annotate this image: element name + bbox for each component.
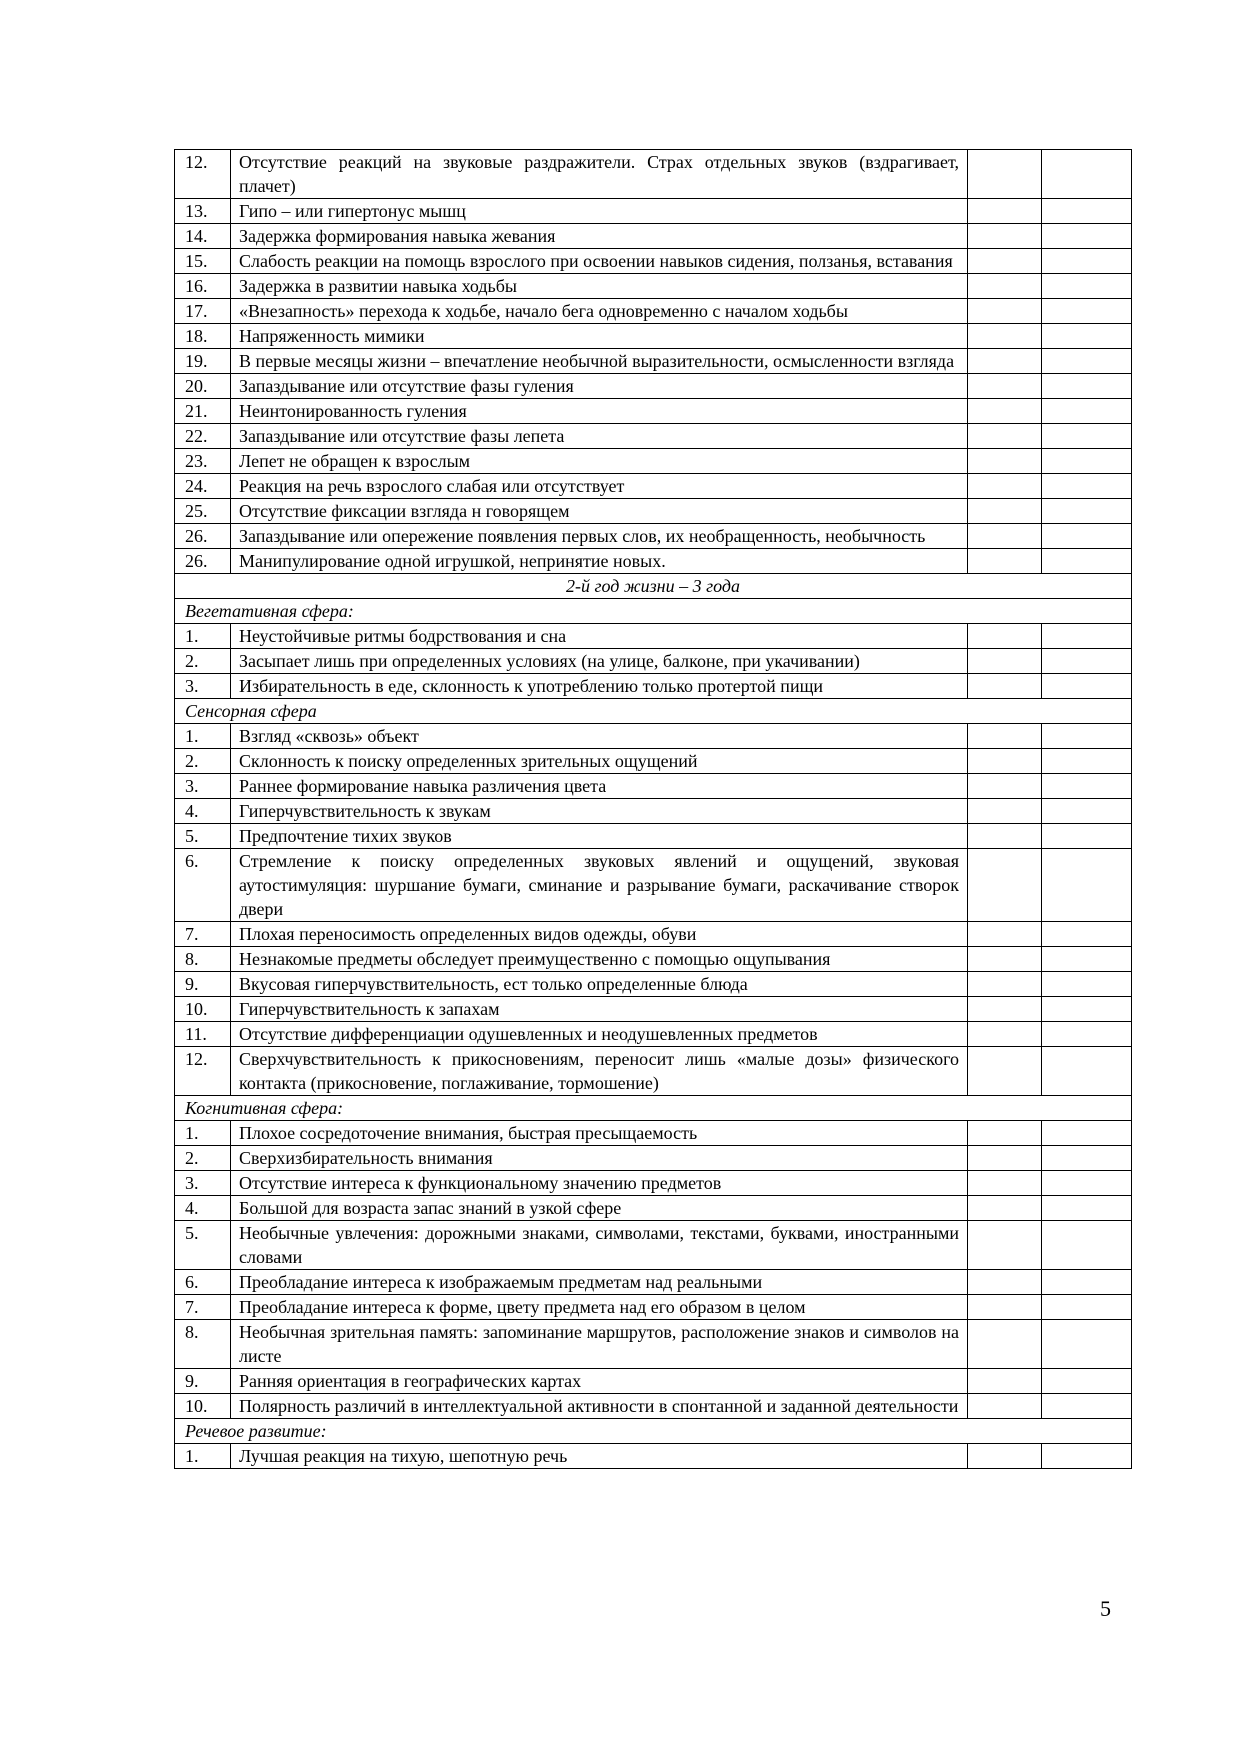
answer-cell-2 — [1042, 972, 1132, 997]
answer-cell-2 — [1042, 374, 1132, 399]
answer-cell-1 — [968, 474, 1042, 499]
period-heading: 2-й год жизни – 3 года — [175, 574, 1132, 599]
item-number: 2. — [175, 1146, 231, 1171]
table-row — [175, 374, 1132, 399]
item-number: 18. — [175, 324, 231, 349]
item-number: 23. — [175, 449, 231, 474]
item-text: Склонность к поиску определенных зрительных ощущений — [231, 749, 968, 774]
answer-cell-1 — [968, 649, 1042, 674]
answer-cell-2 — [1042, 922, 1132, 947]
item-text: Необычная зрительная память: запоминание маршрутов, расположение знаков и символов на листе — [231, 1320, 968, 1369]
answer-cell-2 — [1042, 199, 1132, 224]
section-heading: Когнитивная сфера: — [175, 1096, 1132, 1121]
item-text: Слабость реакции на помощь взрослого при освоении навыков сидения, ползанья, вставания — [231, 249, 968, 274]
answer-cell-2 — [1042, 249, 1132, 274]
item-text: Большой для возраста запас знаний в узкой сфере — [231, 1196, 968, 1221]
section-header-row — [175, 699, 1132, 724]
answer-cell-1 — [968, 799, 1042, 824]
table-row — [175, 1196, 1132, 1221]
item-number: 24. — [175, 474, 231, 499]
item-number: 20. — [175, 374, 231, 399]
item-number: 14. — [175, 224, 231, 249]
table-row — [175, 199, 1132, 224]
item-text: Запаздывание или опережение появления первых слов, их необращенность, необычность — [231, 524, 968, 549]
item-number: 12. — [175, 1047, 231, 1096]
table-row — [175, 849, 1132, 922]
answer-cell-2 — [1042, 1270, 1132, 1295]
item-text: Гипо – или гипертонус мышц — [231, 199, 968, 224]
item-text: Отсутствие реакций на звуковые раздражители. Страх отдельных звуков (вздрагивает, плачет) — [231, 150, 968, 199]
item-number: 11. — [175, 1022, 231, 1047]
item-number: 15. — [175, 249, 231, 274]
answer-cell-2 — [1042, 324, 1132, 349]
answer-cell-1 — [968, 1444, 1042, 1469]
answer-cell-2 — [1042, 649, 1132, 674]
table-row — [175, 1047, 1132, 1096]
answer-cell-2 — [1042, 399, 1132, 424]
table-row — [175, 947, 1132, 972]
table-row — [175, 922, 1132, 947]
table-row — [175, 1444, 1132, 1469]
item-text: Отсутствие фиксации взгляда н говорящем — [231, 499, 968, 524]
item-text: «Внезапность» перехода к ходьбе, начало бега одновременно с началом ходьбы — [231, 299, 968, 324]
item-text: Засыпает лишь при определенных условиях (на улице, балконе, при укачивании) — [231, 649, 968, 674]
answer-cell-1 — [968, 324, 1042, 349]
item-number: 26. — [175, 549, 231, 574]
item-number: 1. — [175, 1444, 231, 1469]
answer-cell-2 — [1042, 224, 1132, 249]
table-row — [175, 972, 1132, 997]
item-number: 10. — [175, 997, 231, 1022]
table-row — [175, 474, 1132, 499]
answer-cell-2 — [1042, 1022, 1132, 1047]
item-text: Плохое сосредоточение внимания, быстрая пресыщаемость — [231, 1121, 968, 1146]
item-text: Напряженность мимики — [231, 324, 968, 349]
section-heading: Вегетативная сфера: — [175, 599, 1132, 624]
answer-cell-2 — [1042, 749, 1132, 774]
answer-cell-1 — [968, 199, 1042, 224]
table-row — [175, 349, 1132, 374]
item-number: 22. — [175, 424, 231, 449]
item-text: Лепет не обращен к взрослым — [231, 449, 968, 474]
answer-cell-1 — [968, 249, 1042, 274]
answer-cell-2 — [1042, 1047, 1132, 1096]
table-row — [175, 449, 1132, 474]
answer-cell-1 — [968, 424, 1042, 449]
section-heading: Сенсорная сфера — [175, 699, 1132, 724]
item-text: В первые месяцы жизни – впечатление необычной выразительности, осмысленности взгляда — [231, 349, 968, 374]
item-text: Отсутствие интереса к функциональному значению предметов — [231, 1171, 968, 1196]
answer-cell-2 — [1042, 524, 1132, 549]
item-number: 7. — [175, 922, 231, 947]
answer-cell-1 — [968, 1047, 1042, 1096]
item-text: Неинтонированность гуления — [231, 399, 968, 424]
table-row — [175, 1171, 1132, 1196]
answer-cell-2 — [1042, 624, 1132, 649]
answer-cell-2 — [1042, 150, 1132, 199]
item-number: 9. — [175, 972, 231, 997]
item-number: 1. — [175, 724, 231, 749]
table-row — [175, 274, 1132, 299]
item-number: 5. — [175, 1221, 231, 1270]
answer-cell-2 — [1042, 724, 1132, 749]
section-header-row — [175, 1096, 1132, 1121]
item-number: 7. — [175, 1295, 231, 1320]
answer-cell-1 — [968, 524, 1042, 549]
section-heading: Речевое развитие: — [175, 1419, 1132, 1444]
item-number: 8. — [175, 1320, 231, 1369]
item-number: 16. — [175, 274, 231, 299]
answer-cell-1 — [968, 299, 1042, 324]
item-text: Запаздывание или отсутствие фазы лепета — [231, 424, 968, 449]
answer-cell-2 — [1042, 424, 1132, 449]
answer-cell-2 — [1042, 849, 1132, 922]
answer-cell-1 — [968, 1221, 1042, 1270]
item-number: 4. — [175, 799, 231, 824]
table-row — [175, 1121, 1132, 1146]
table-row — [175, 799, 1132, 824]
item-number: 17. — [175, 299, 231, 324]
section-header-row — [175, 1419, 1132, 1444]
answer-cell-1 — [968, 1146, 1042, 1171]
answer-cell-2 — [1042, 499, 1132, 524]
answer-cell-1 — [968, 624, 1042, 649]
answer-cell-1 — [968, 749, 1042, 774]
table-row — [175, 1295, 1132, 1320]
answer-cell-2 — [1042, 1394, 1132, 1419]
item-number: 21. — [175, 399, 231, 424]
item-number: 1. — [175, 624, 231, 649]
table-row — [175, 1221, 1132, 1270]
answer-cell-1 — [968, 849, 1042, 922]
answer-cell-1 — [968, 947, 1042, 972]
answer-cell-1 — [968, 349, 1042, 374]
answer-cell-1 — [968, 449, 1042, 474]
item-text: Неустойчивые ритмы бодрствования и сна — [231, 624, 968, 649]
item-number: 19. — [175, 349, 231, 374]
table-row — [175, 724, 1132, 749]
item-text: Лучшая реакция на тихую, шепотную речь — [231, 1444, 968, 1469]
item-text: Плохая переносимость определенных видов одежды, обуви — [231, 922, 968, 947]
item-text: Ранняя ориентация в географических картах — [231, 1369, 968, 1394]
answer-cell-1 — [968, 499, 1042, 524]
answer-cell-1 — [968, 774, 1042, 799]
item-text: Гиперчувствительность к звукам — [231, 799, 968, 824]
table-row — [175, 249, 1132, 274]
item-text: Предпочтение тихих звуков — [231, 824, 968, 849]
item-number: 6. — [175, 1270, 231, 1295]
item-number: 12. — [175, 150, 231, 199]
answer-cell-2 — [1042, 1369, 1132, 1394]
answer-cell-1 — [968, 1121, 1042, 1146]
answer-cell-1 — [968, 224, 1042, 249]
answer-cell-2 — [1042, 449, 1132, 474]
item-text: Реакция на речь взрослого слабая или отсутствует — [231, 474, 968, 499]
questionnaire-table — [174, 149, 1132, 1469]
item-number: 10. — [175, 1394, 231, 1419]
item-text: Необычные увлечения: дорожными знаками, символами, текстами, буквами, иностранными словами — [231, 1221, 968, 1270]
answer-cell-1 — [968, 674, 1042, 699]
item-number: 3. — [175, 774, 231, 799]
item-number: 1. — [175, 1121, 231, 1146]
period-header-row — [175, 574, 1132, 599]
item-text: Незнакомые предметы обследует преимущественно с помощью ощупывания — [231, 947, 968, 972]
item-text: Сверхизбирательность внимания — [231, 1146, 968, 1171]
answer-cell-2 — [1042, 774, 1132, 799]
table-row — [175, 524, 1132, 549]
answer-cell-2 — [1042, 1295, 1132, 1320]
table-row — [175, 1320, 1132, 1369]
item-number: 2. — [175, 649, 231, 674]
item-number: 9. — [175, 1369, 231, 1394]
answer-cell-2 — [1042, 1444, 1132, 1469]
table-row — [175, 1394, 1132, 1419]
answer-cell-2 — [1042, 1221, 1132, 1270]
item-text: Полярность различий в интеллектуальной активности в спонтанной и заданной деятельности — [231, 1394, 968, 1419]
answer-cell-1 — [968, 1320, 1042, 1369]
answer-cell-1 — [968, 150, 1042, 199]
answer-cell-1 — [968, 997, 1042, 1022]
item-text: Преобладание интереса к изображаемым предметам над реальными — [231, 1270, 968, 1295]
item-text: Стремление к поиску определенных звуковых явлений и ощущений, звуковая аутостимуляция: шуршание бумаги, сминание и разрывание бумаги, раскачивание створок двери — [231, 849, 968, 922]
item-number: 3. — [175, 674, 231, 699]
item-text: Избирательность в еде, склонность к употреблению только протертой пищи — [231, 674, 968, 699]
answer-cell-2 — [1042, 674, 1132, 699]
answer-cell-2 — [1042, 274, 1132, 299]
table-row — [175, 499, 1132, 524]
item-text: Преобладание интереса к форме, цвету предмета над его образом в целом — [231, 1295, 968, 1320]
item-number: 13. — [175, 199, 231, 224]
answer-cell-1 — [968, 824, 1042, 849]
item-text: Раннее формирование навыка различения цвета — [231, 774, 968, 799]
table-row — [175, 549, 1132, 574]
item-number: 3. — [175, 1171, 231, 1196]
item-text: Запаздывание или отсутствие фазы гуления — [231, 374, 968, 399]
item-text: Задержка формирования навыка жевания — [231, 224, 968, 249]
table-row — [175, 774, 1132, 799]
answer-cell-2 — [1042, 549, 1132, 574]
item-text: Манипулирование одной игрушкой, непринятие новых. — [231, 549, 968, 574]
answer-cell-2 — [1042, 1320, 1132, 1369]
answer-cell-1 — [968, 399, 1042, 424]
section-header-row — [175, 599, 1132, 624]
table-row — [175, 624, 1132, 649]
table-row — [175, 1146, 1132, 1171]
answer-cell-2 — [1042, 1196, 1132, 1221]
item-text: Взгляд «сквозь» объект — [231, 724, 968, 749]
item-number: 26. — [175, 524, 231, 549]
page-number: 5 — [1100, 1596, 1111, 1621]
table-row — [175, 824, 1132, 849]
item-text: Сверхчувствительность к прикосновениям, переносит лишь «малые дозы» физического контакта (прикосновение, поглаживание, тормошение) — [231, 1047, 968, 1096]
table-row — [175, 150, 1132, 199]
table-body — [175, 150, 1132, 1469]
item-number: 5. — [175, 824, 231, 849]
item-number: 2. — [175, 749, 231, 774]
answer-cell-1 — [968, 972, 1042, 997]
answer-cell-2 — [1042, 799, 1132, 824]
item-number: 6. — [175, 849, 231, 922]
table-row — [175, 674, 1132, 699]
table-row — [175, 299, 1132, 324]
answer-cell-2 — [1042, 824, 1132, 849]
answer-cell-2 — [1042, 1121, 1132, 1146]
answer-cell-2 — [1042, 1171, 1132, 1196]
item-text: Гиперчувствительность к запахам — [231, 997, 968, 1022]
table-row — [175, 1022, 1132, 1047]
answer-cell-2 — [1042, 299, 1132, 324]
answer-cell-1 — [968, 374, 1042, 399]
answer-cell-1 — [968, 1022, 1042, 1047]
table-row — [175, 1270, 1132, 1295]
answer-cell-1 — [968, 1196, 1042, 1221]
item-number: 25. — [175, 499, 231, 524]
table-row — [175, 424, 1132, 449]
answer-cell-1 — [968, 922, 1042, 947]
table-row — [175, 997, 1132, 1022]
item-number: 4. — [175, 1196, 231, 1221]
answer-cell-2 — [1042, 1146, 1132, 1171]
item-number: 8. — [175, 947, 231, 972]
table-row — [175, 749, 1132, 774]
answer-cell-2 — [1042, 997, 1132, 1022]
answer-cell-1 — [968, 1295, 1042, 1320]
table-row — [175, 399, 1132, 424]
answer-cell-2 — [1042, 474, 1132, 499]
item-text: Задержка в развитии навыка ходьбы — [231, 274, 968, 299]
answer-cell-1 — [968, 1394, 1042, 1419]
answer-cell-2 — [1042, 349, 1132, 374]
answer-cell-1 — [968, 1369, 1042, 1394]
answer-cell-2 — [1042, 947, 1132, 972]
answer-cell-1 — [968, 1171, 1042, 1196]
answer-cell-1 — [968, 1270, 1042, 1295]
table-row — [175, 649, 1132, 674]
item-text: Вкусовая гиперчувствительность, ест только определенные блюда — [231, 972, 968, 997]
answer-cell-1 — [968, 724, 1042, 749]
table-row — [175, 224, 1132, 249]
answer-cell-1 — [968, 274, 1042, 299]
table-row — [175, 1369, 1132, 1394]
table-row — [175, 324, 1132, 349]
answer-cell-1 — [968, 549, 1042, 574]
item-text: Отсутствие дифференциации одушевленных и неодушевленных предметов — [231, 1022, 968, 1047]
